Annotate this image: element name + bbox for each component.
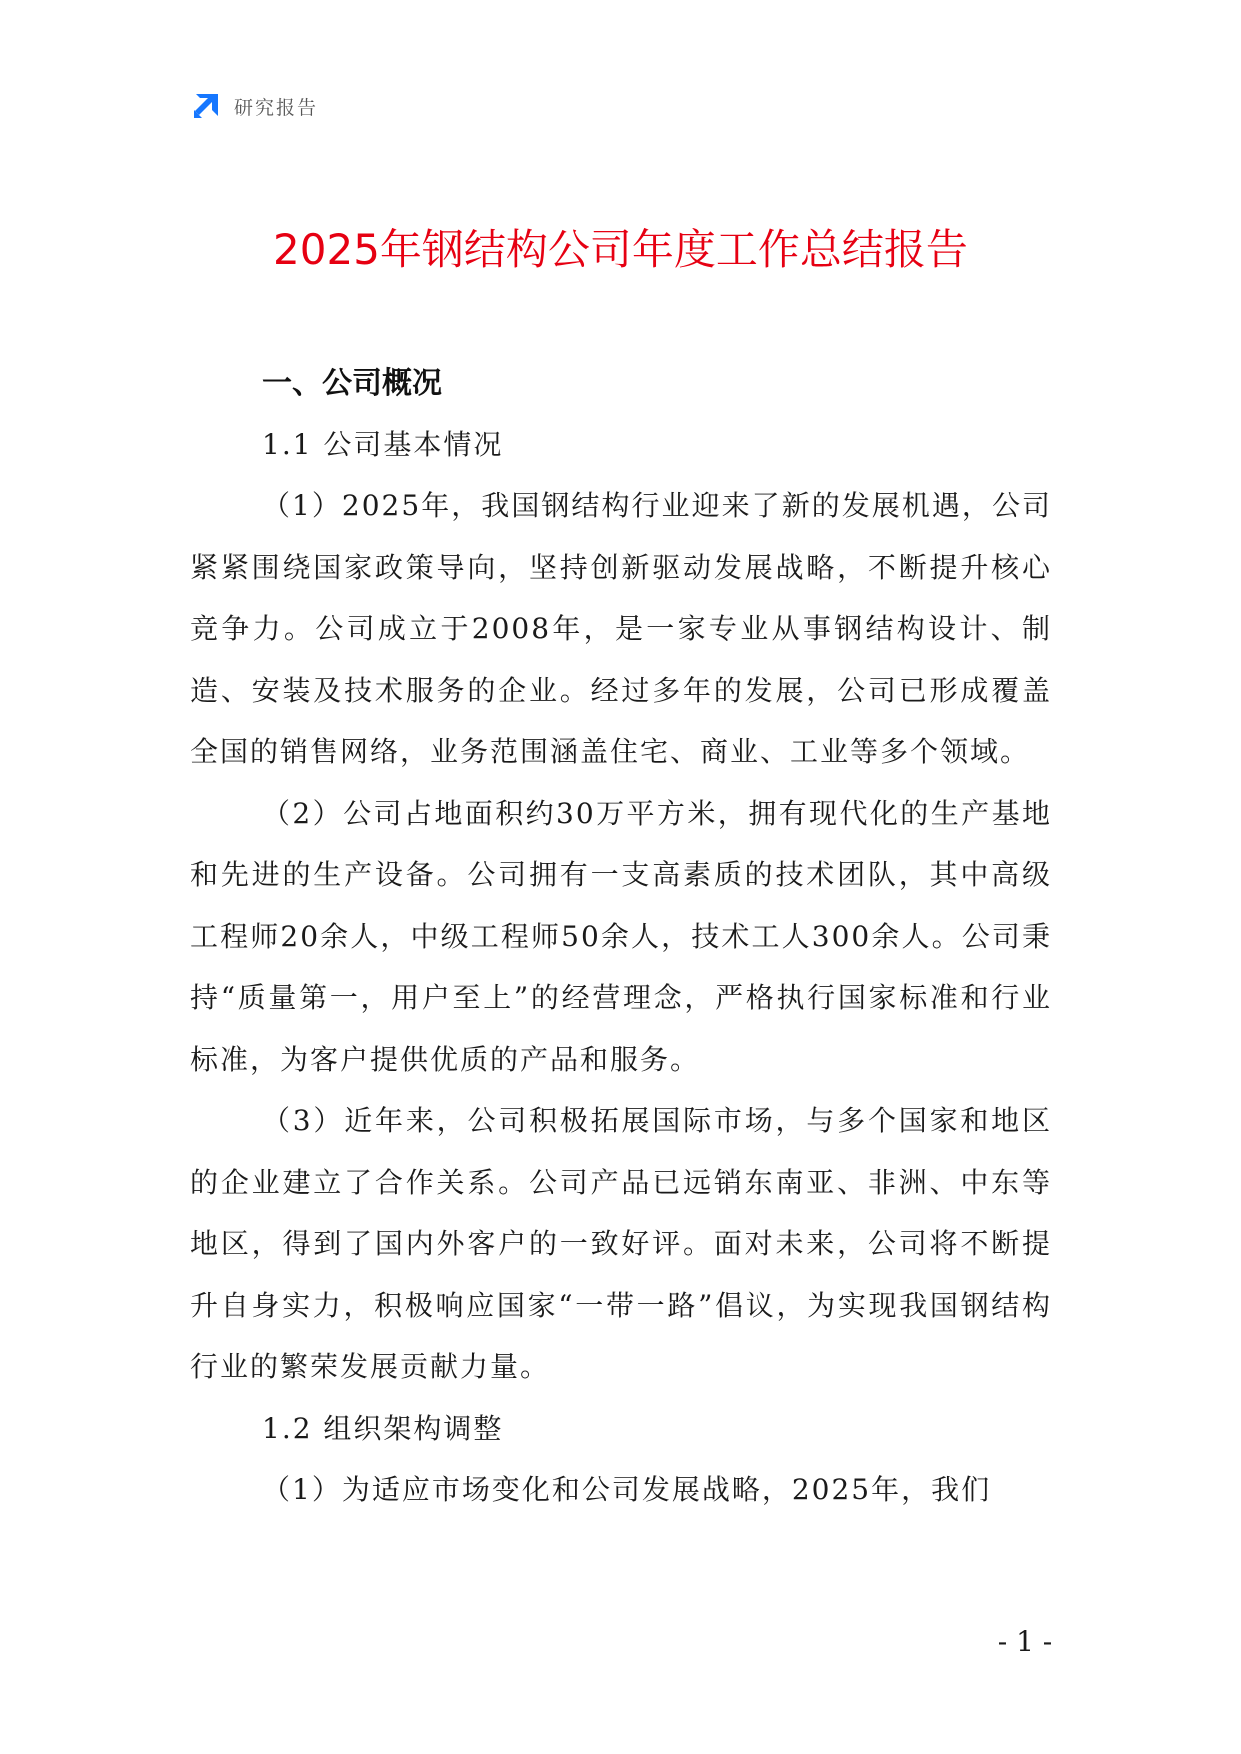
section-heading-overview: 一、公司概况 [262, 366, 442, 401]
paragraph-org-adjustment-1: （1）为适应市场变化和公司发展战略，2025年，我们 [262, 1472, 992, 1506]
paragraph-basic-info-3: （3）近年来，公司积极拓展国际市场，与多个国家和地区的企业建立了合作关系。公司产品已远销东南亚、非洲、中东等地区，得到了国内外客户的一致好评。面对未来，公司将不断提升自身实力，积极响应国家“一带一路”倡议，为实现我国钢结构行业的繁荣发展贡献力量。 [190, 1104, 1052, 1383]
paragraph-basic-info-1: （1）2025年，我国钢结构行业迎来了新的发展机遇，公司紧紧围绕国家政策导向，坚持创新驱动发展战略，不断提升核心竞争力。公司成立于2008年，是一家专业从事钢结构设计、制造、安装及技术服务的企业。经过多年的发展，公司已形成覆盖全国的销售网络，业务范围涵盖住宅、商业、工业等多个领域。 [190, 489, 1052, 768]
document-header [190, 88, 318, 124]
header-label: 研究报告 [234, 96, 319, 119]
paragraph-basic-info-2: （2）公司占地面积约30万平方米，拥有现代化的生产基地和先进的生产设备。公司拥有一支高素质的技术团队，其中高级工程师20余人，中级工程师50余人，技术工人300余人。公司秉持“质量第一，用户至上”的经营理念，严格执行国家标准和行业标准，为客户提供优质的产品和服务。 [190, 796, 1052, 1076]
subsection-heading-basic-info: 1.1 公司基本情况 [262, 428, 504, 461]
page-number: - 1 - [997, 1625, 1053, 1658]
diagonal-arrow-logo-icon [190, 90, 222, 122]
document-body [190, 354, 1052, 1520]
document-title: 2025年钢结构公司年度工作总结报告 [273, 225, 968, 274]
subsection-heading-org-adjustment: 1.2 组织架构调整 [262, 1411, 504, 1445]
